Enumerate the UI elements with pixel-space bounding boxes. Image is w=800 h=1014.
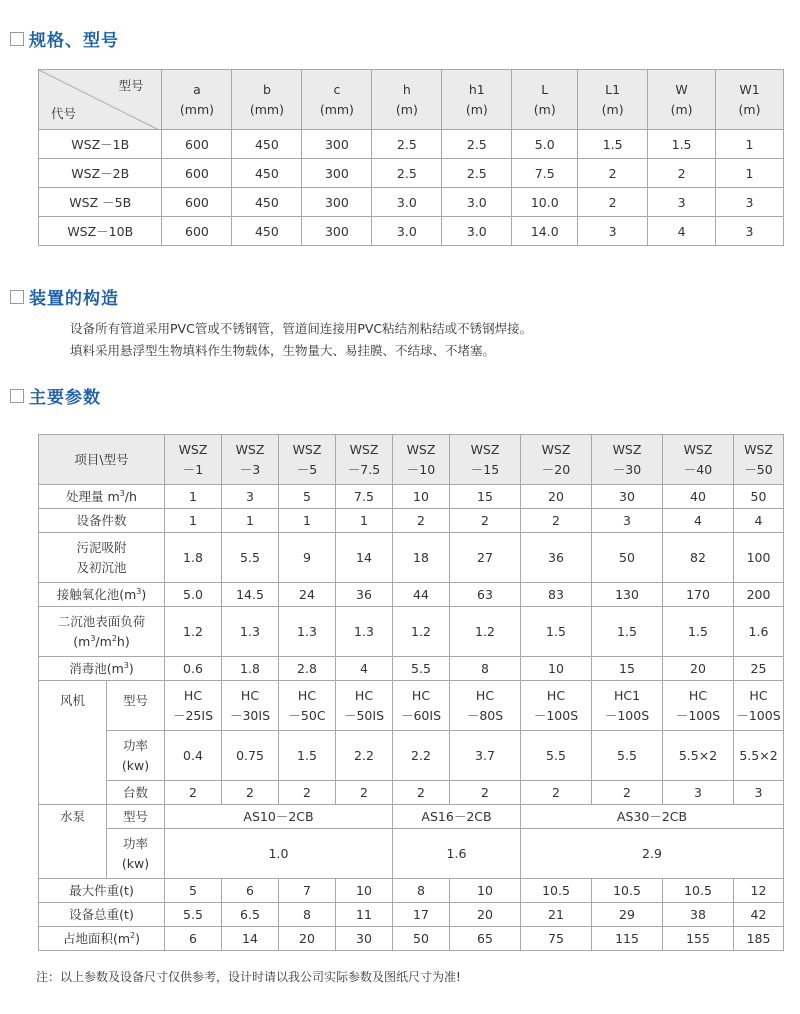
- cell: HC －100S: [663, 681, 734, 731]
- cell: 2: [521, 509, 592, 533]
- spec-cell: WSZ－1B: [39, 130, 162, 159]
- cell: 17: [393, 903, 450, 927]
- params-table: [38, 434, 784, 951]
- model-header-cell: WSZ －50: [734, 435, 784, 485]
- cell: 9: [279, 533, 336, 583]
- cell: 1.8: [165, 533, 222, 583]
- cell: 83: [521, 583, 592, 607]
- spec-header-cell: L (m): [512, 70, 578, 130]
- section-heading-spec: [10, 26, 119, 51]
- cell: 185: [734, 927, 784, 951]
- cell: HC －30IS: [222, 681, 279, 731]
- cell: HC －50C: [279, 681, 336, 731]
- spec-table: [38, 69, 784, 246]
- cell: 200: [734, 583, 784, 607]
- spec-cell: 1: [716, 130, 784, 159]
- spec-cell: 2: [648, 159, 716, 188]
- spec-cell: 7.5: [512, 159, 578, 188]
- cell: 21: [521, 903, 592, 927]
- cell: 1.5: [663, 607, 734, 657]
- model-header-cell: WSZ －20: [521, 435, 592, 485]
- spec-corner-cell: [39, 70, 162, 130]
- spec-cell: 3: [716, 217, 784, 246]
- cell: 2: [279, 781, 336, 805]
- spec-row: [39, 130, 784, 159]
- checkbox-square-icon: [10, 290, 24, 304]
- cell: 14: [336, 533, 393, 583]
- row-label: 设备总重(t): [39, 903, 165, 927]
- cell: 38: [663, 903, 734, 927]
- cell: 5.5×2: [734, 731, 784, 781]
- cell: 75: [521, 927, 592, 951]
- row-label: 污泥吸附 及初沉池: [39, 533, 165, 583]
- sludge-row: [39, 533, 784, 583]
- cell: 50: [734, 485, 784, 509]
- row-label: 消毒池$(m^3)$: [39, 657, 165, 681]
- spec-cell: 3: [716, 188, 784, 217]
- model-header-cell: WSZ －10: [393, 435, 450, 485]
- cell: 7: [279, 879, 336, 903]
- cell: 63: [450, 583, 521, 607]
- cell: 14.5: [222, 583, 279, 607]
- cell: 8: [393, 879, 450, 903]
- cell: 20: [663, 657, 734, 681]
- cell: 10: [393, 485, 450, 509]
- cell: 1.0: [165, 829, 393, 879]
- spec-cell: WSZ －5B: [39, 188, 162, 217]
- pump-group-label: 水泵: [39, 805, 107, 879]
- row-sublabel: 型号: [107, 681, 165, 731]
- cell: 7.5: [336, 485, 393, 509]
- cell: 30: [592, 485, 663, 509]
- equipment-count-row: [39, 509, 784, 533]
- row-sublabel: 台数: [107, 781, 165, 805]
- spec-cell: 2.5: [372, 159, 442, 188]
- spec-cell: 3.0: [442, 188, 512, 217]
- cell: 20: [521, 485, 592, 509]
- fan-count-row: [39, 781, 784, 805]
- spec-cell: 300: [302, 130, 372, 159]
- cell: AS16－2CB: [393, 805, 521, 829]
- spec-header-cell: a (mm): [162, 70, 232, 130]
- spec-cell: 600: [162, 188, 232, 217]
- pump-power-row: [39, 829, 784, 879]
- spec-row: [39, 188, 784, 217]
- spec-cell: 3.0: [372, 188, 442, 217]
- cell: 2.8: [279, 657, 336, 681]
- section-title: 规格、型号: [29, 31, 119, 51]
- cell: 1: [279, 509, 336, 533]
- row-sublabel: 型号: [107, 805, 165, 829]
- cell: 170: [663, 583, 734, 607]
- cell: 25: [734, 657, 784, 681]
- pump-model-row: [39, 805, 784, 829]
- cell: HC －100S: [734, 681, 784, 731]
- cell: 2: [592, 781, 663, 805]
- cell: 1.2: [450, 607, 521, 657]
- cell: 1.6: [734, 607, 784, 657]
- cell: 3: [663, 781, 734, 805]
- cell: HC －25IS: [165, 681, 222, 731]
- cell: 5.0: [165, 583, 222, 607]
- cell: 20: [450, 903, 521, 927]
- cell: 3: [222, 485, 279, 509]
- cell: HC1 －100S: [592, 681, 663, 731]
- cell: HC －50IS: [336, 681, 393, 731]
- cell: 5.5: [165, 903, 222, 927]
- cell: 44: [393, 583, 450, 607]
- cell: 8: [450, 657, 521, 681]
- cell: 18: [393, 533, 450, 583]
- cell: 100: [734, 533, 784, 583]
- spec-header-cell: h (m): [372, 70, 442, 130]
- cell: 2.2: [336, 731, 393, 781]
- model-header-cell: WSZ －40: [663, 435, 734, 485]
- spec-cell: 3.0: [442, 217, 512, 246]
- cell: 50: [393, 927, 450, 951]
- cell: 1.3: [222, 607, 279, 657]
- model-header-cell: WSZ －30: [592, 435, 663, 485]
- throughput-row: [39, 485, 784, 509]
- fan-group-label: 风机: [39, 681, 107, 805]
- spec-header-cell: W (m): [648, 70, 716, 130]
- spec-cell: 3: [578, 217, 648, 246]
- cell: 155: [663, 927, 734, 951]
- cell: 1: [336, 509, 393, 533]
- spec-cell: 10.0: [512, 188, 578, 217]
- cell: 2: [450, 509, 521, 533]
- cell: 20: [279, 927, 336, 951]
- spec-cell: 1: [716, 159, 784, 188]
- cell: 29: [592, 903, 663, 927]
- cell: 4: [663, 509, 734, 533]
- cell: 6: [165, 927, 222, 951]
- cell: 65: [450, 927, 521, 951]
- cell: 10.5: [521, 879, 592, 903]
- params-header-row: [39, 435, 784, 485]
- spec-cell: 3: [648, 188, 716, 217]
- footnote: 注：以上参数及设备尺寸仅供参考，设计时请以我公司实际参数及图纸尺寸为准!: [36, 970, 461, 984]
- cell: 1.6: [393, 829, 521, 879]
- cell: 10: [521, 657, 592, 681]
- cell: 2: [165, 781, 222, 805]
- spec-cell: 2: [578, 188, 648, 217]
- spec-cell: 600: [162, 130, 232, 159]
- cell: 10: [450, 879, 521, 903]
- row-sublabel: 功率 (kw): [107, 731, 165, 781]
- total-weight-row: [39, 903, 784, 927]
- cell: 1: [222, 509, 279, 533]
- corner-top-label: 型号: [118, 78, 144, 93]
- model-header-cell: WSZ －5: [279, 435, 336, 485]
- section-heading-structure: [10, 284, 119, 309]
- spec-cell: 1.5: [648, 130, 716, 159]
- cell: 1.5: [521, 607, 592, 657]
- cell: 40: [663, 485, 734, 509]
- spec-cell: 300: [302, 159, 372, 188]
- section-title: 主要参数: [29, 388, 101, 408]
- cell: 0.6: [165, 657, 222, 681]
- spec-header-row: [39, 70, 784, 130]
- row-label: 最大件重(t): [39, 879, 165, 903]
- cell: 8: [279, 903, 336, 927]
- cell: 82: [663, 533, 734, 583]
- cell: 2: [450, 781, 521, 805]
- cell: 3: [734, 781, 784, 805]
- cell: 10: [336, 879, 393, 903]
- cell: 5.5×2: [663, 731, 734, 781]
- cell: 5.5: [521, 731, 592, 781]
- cell: 42: [734, 903, 784, 927]
- section-heading-params: [10, 383, 101, 408]
- row-label: 设备件数: [39, 509, 165, 533]
- row-label: 二沉池表面负荷 $(m^3/m^2h)$: [39, 607, 165, 657]
- cell: 130: [592, 583, 663, 607]
- cell: 15: [592, 657, 663, 681]
- cell: 5.5: [393, 657, 450, 681]
- spec-cell: 14.0: [512, 217, 578, 246]
- cell: AS30－2CB: [521, 805, 784, 829]
- cell: 10.5: [663, 879, 734, 903]
- cell: 50: [592, 533, 663, 583]
- spec-header-cell: c (mm): [302, 70, 372, 130]
- row-label: 占地面积$(m^2)$: [39, 927, 165, 951]
- cell: 2: [393, 781, 450, 805]
- cell: 5: [279, 485, 336, 509]
- cell: 30: [336, 927, 393, 951]
- cell: 4: [734, 509, 784, 533]
- spec-cell: 2.5: [442, 130, 512, 159]
- cell: 10.5: [592, 879, 663, 903]
- spec-cell: 2.5: [442, 159, 512, 188]
- cell: 115: [592, 927, 663, 951]
- cell: 1.5: [279, 731, 336, 781]
- spec-cell: 600: [162, 217, 232, 246]
- spec-header-cell: W1 (m): [716, 70, 784, 130]
- cell: 0.75: [222, 731, 279, 781]
- row-sublabel: 功率 (kw): [107, 829, 165, 879]
- spec-header-cell: L1 (m): [578, 70, 648, 130]
- cell: 14: [222, 927, 279, 951]
- row-label: 处理量 $m^3/h$: [39, 485, 165, 509]
- cell: 3.7: [450, 731, 521, 781]
- cell: 15: [450, 485, 521, 509]
- cell: 1.3: [336, 607, 393, 657]
- cell: AS10－2CB: [165, 805, 393, 829]
- model-header-cell: WSZ －1: [165, 435, 222, 485]
- cell: 1.3: [279, 607, 336, 657]
- cell: 24: [279, 583, 336, 607]
- cell: 6: [222, 879, 279, 903]
- structure-paragraph-1: 设备所有管道采用PVC管或不锈钢管，管道间连接用PVC粘结剂粘结或不锈钢焊接。: [70, 321, 533, 336]
- cell: 2: [336, 781, 393, 805]
- model-header-cell: WSZ －15: [450, 435, 521, 485]
- spec-row: [39, 159, 784, 188]
- secondary-clarifier-row: [39, 607, 784, 657]
- cell: HC －100S: [521, 681, 592, 731]
- spec-header-cell: h1 (m): [442, 70, 512, 130]
- checkbox-square-icon: [10, 32, 24, 46]
- model-header-cell: WSZ －7.5: [336, 435, 393, 485]
- cell: 4: [336, 657, 393, 681]
- floor-area-row: [39, 927, 784, 951]
- section-title: 装置的构造: [29, 289, 119, 309]
- fan-power-row: [39, 731, 784, 781]
- contact-oxidation-row: [39, 583, 784, 607]
- cell: 5: [165, 879, 222, 903]
- cell: 27: [450, 533, 521, 583]
- cell: 36: [521, 533, 592, 583]
- cell: 3: [592, 509, 663, 533]
- cell: 1.5: [592, 607, 663, 657]
- spec-cell: 450: [232, 130, 302, 159]
- cell: 5.5: [592, 731, 663, 781]
- row-label: 接触氧化池$(m^3)$: [39, 583, 165, 607]
- structure-paragraph-2: 填料采用悬浮型生物填料作生物载体，生物量大、易挂膜、不结球、不堵塞。: [70, 343, 496, 358]
- max-weight-row: [39, 879, 784, 903]
- disinfection-row: [39, 657, 784, 681]
- spec-cell: 450: [232, 188, 302, 217]
- spec-cell: 1.5: [578, 130, 648, 159]
- spec-cell: 2.5: [372, 130, 442, 159]
- spec-header-cell: b (mm): [232, 70, 302, 130]
- cell: 1.2: [165, 607, 222, 657]
- corner-bottom-label: 代号: [51, 106, 77, 121]
- spec-cell: 4: [648, 217, 716, 246]
- cell: 2.2: [393, 731, 450, 781]
- cell: 1: [165, 509, 222, 533]
- spec-cell: 450: [232, 159, 302, 188]
- spec-row: [39, 217, 784, 246]
- spec-cell: 600: [162, 159, 232, 188]
- cell: 2: [222, 781, 279, 805]
- cell: 12: [734, 879, 784, 903]
- cell: 11: [336, 903, 393, 927]
- checkbox-square-icon: [10, 389, 24, 403]
- cell: 36: [336, 583, 393, 607]
- spec-cell: WSZ－10B: [39, 217, 162, 246]
- cell: 1: [165, 485, 222, 509]
- cell: 0.4: [165, 731, 222, 781]
- cell: 2.9: [521, 829, 784, 879]
- cell: 6.5: [222, 903, 279, 927]
- cell: HC －60IS: [393, 681, 450, 731]
- spec-cell: 3.0: [372, 217, 442, 246]
- fan-model-row: [39, 681, 784, 731]
- spec-cell: 450: [232, 217, 302, 246]
- spec-cell: 300: [302, 217, 372, 246]
- cell: 1.8: [222, 657, 279, 681]
- spec-cell: 5.0: [512, 130, 578, 159]
- cell: 2: [521, 781, 592, 805]
- spec-cell: WSZ－2B: [39, 159, 162, 188]
- header-label-cell: 项目\型号: [39, 435, 165, 485]
- cell: 1.2: [393, 607, 450, 657]
- cell: 5.5: [222, 533, 279, 583]
- spec-cell: 2: [578, 159, 648, 188]
- model-header-cell: WSZ －3: [222, 435, 279, 485]
- cell: 2: [393, 509, 450, 533]
- cell: HC －80S: [450, 681, 521, 731]
- spec-cell: 300: [302, 188, 372, 217]
